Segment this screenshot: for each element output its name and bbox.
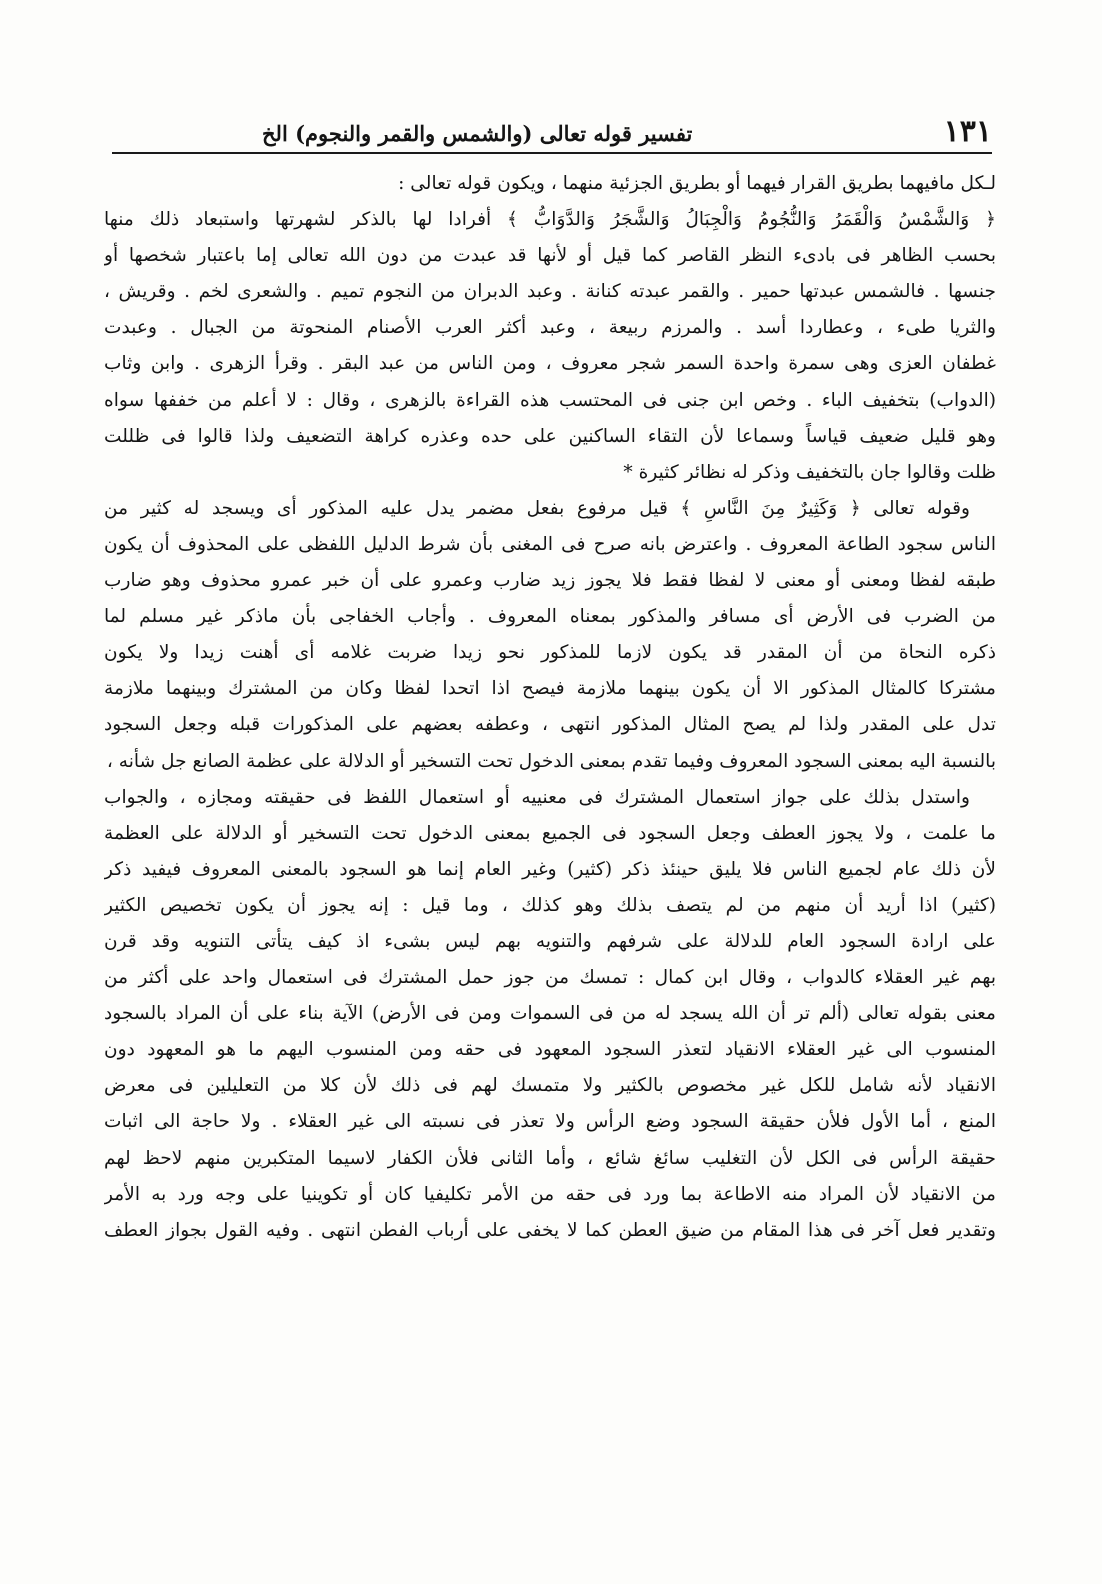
text-line: (الدواب) بتخفيف الباء . وخص ابن جنى فى المحتسب هذه القراءة بالزهرى ، وقال : لا أعلم من خففها سواه: [104, 389, 996, 411]
text-line: من الضرب فى الأرض أى مسافر والمذكور بمعناه المعروف . وأجاب الخفاجى بأن ماذكر غير مسلم لما: [104, 606, 996, 628]
text-line: الناس سجود الطاعة المعروف . واعترض بانه صرح فى المغنى بأن شرط الدليل اللفظى على المحذوف أن يكون: [104, 533, 996, 555]
text-line: ﴿ وَالشَّمْسُ وَالْقَمَرُ وَالنُّجُومُ وَالْجِبَالُ وَالشَّجَرُ وَالدَّوَابُّ ﴾ أفرادا لها بالذكر لشهرتها واستبعاد ذلك منها: [104, 209, 996, 231]
text-line: لأن ذلك عام لجميع الناس فلا يليق حينئذ ذكر (كثير) وغير العام إنما هو السجود بالمعنى المعروف فيفيد ذكر: [104, 858, 996, 880]
text-line: والثريا طىء ، وعطاردا أسد . والمرزم ربيعة ، وعبد أكثر العرب الأصنام المنحوتة من الجبال . وعبدت: [104, 317, 996, 339]
body-text: [104, 166, 996, 1466]
text-line: مشتركا كالمثال المذكور الا أن يكون بينهما ملازمة فيصح اذا اتحدا لفظا وكان من المشترك وبينهما ملازمة: [104, 678, 996, 700]
text-line: ما علمت ، ولا يجوز العطف وجعل السجود فى الجميع بمعنى الدخول تحت التسخير أو الدلالة على العظمة: [104, 822, 996, 844]
text-line: ظلت وقالوا جان بالتخفيف وذكر له نظائر كثيرة *: [623, 461, 996, 483]
text-line: بحسب الظاهر فى بادىء النظر القاصر كما قيل أو لأنها قد عبدت من دون الله تعالى إما باعتبار شخصها أو: [104, 245, 996, 267]
text-line: الانقياد لأنه شامل للكل غير مخصوص بالكثير ولا متمسك لهم فى ذلك لأن كلا من التعليلين فى معرض: [104, 1075, 996, 1097]
text-line: بالنسبة اليه بمعنى السجود المعروف وفيما تقدم بمعنى الدخول تحت التسخير أو الدلالة على عظمة الصانع جل شأنه ،: [106, 750, 996, 772]
text-line: طبقه لفظا ومعنى أو معنى لا لفظا فقط فلا يجوز زيد ضارب وعمرو على أن خبر عمرو محذوف وهو ضارب: [104, 570, 996, 592]
text-line: واستدل بذلك على جواز استعمال المشترك فى معنييه أو استعمال اللفظ فى حقيقته ومجازه ، والجواب: [104, 786, 970, 808]
text-line: (كثير) اذا أريد أن منهم من لم يتصف بذلك وهو كذلك ، وما قيل : إنه يجوز أن يكون تخصيص الكثير: [104, 894, 996, 916]
text-line: تدل على المقدر ولذا لم يصح المثال المذكور انتهى ، وعطفه بعضهم على المذكورات قبله وجعل السجود: [104, 714, 996, 736]
text-line: من الانقياد لأن المراد منه الاطاعة بما ورد فى حقه من الأمر تكليفيا كان أو تكوينيا على وجه ورد به الأمر: [104, 1183, 996, 1205]
text-line: وهو قليل ضعيف قياساً وسماعا لأن التقاء الساكنين على حده وعذره كراهة التضعيف ولذا قالوا فى ظللت: [104, 425, 996, 447]
header-rule: [112, 152, 992, 154]
text-line: جنسها . فالشمس عبدتها حمير . والقمر عبدته كنانة . وعبد الدبران من النجوم تميم . والشعرى لخم . وقريش ،: [104, 281, 996, 303]
text-line: لـكل مافيهما بطريق القرار فيهما أو بطريق الجزئية منهما ، ويكون قوله تعالى :: [398, 173, 996, 194]
running-title: تفسير قوله تعالى (والشمس والقمر والنجوم) الخ: [262, 121, 693, 146]
text-line: المنسوب الى غير العقلاء الانقياد لتعذر السجود المعهود فى حقه ومن المنسوب اليهم ما هو المعهود دون: [104, 1039, 996, 1061]
text-line: ذكره النحاة من أن المقدر قد يكون لازما للمذكور نحو زيدا ضربت غلامه أى أهنت زيدا ولا يكون: [104, 642, 996, 664]
text-line: بهم غير العقلاء كالدواب ، وقال ابن كمال : تمسك من جوز حمل المشترك فى استعمال واحد على أكثر من: [104, 967, 996, 989]
text-line: وتقدير فعل آخر فى هذا المقام من ضيق العطن كما لا يخفى على أرباب الفطن انتهى . وفيه القول بجواز العطف: [104, 1219, 996, 1241]
text-line: معنى بقوله تعالى (ألم تر أن الله يسجد له من فى السموات ومن فى الأرض) الآية بناء على أن المراد بالسجود: [104, 1003, 996, 1025]
text-line: وقوله تعالى ﴿ وَكَثِيرٌ مِنَ النَّاسِ ﴾ قيل مرفوع بفعل مضمر يدل عليه المذكور أى ويسجد له كثير من: [104, 497, 970, 519]
text-line: المنع ، أما الأول فلأن حقيقة السجود وضع الرأس ولا تعذر فى نسبته الى غير العقلاء . ولا حاجة الى اثبات: [104, 1111, 996, 1133]
text-line: حقيقة الرأس فى الكل لأن التغليب سائغ شائع ، وأما الثانى فلأن الكفار لاسيما المتكبرين منهم لاحظ لهم: [104, 1147, 996, 1169]
page-number: ١٣١: [943, 114, 992, 149]
text-line: غطفان العزى وهى سمرة واحدة السمر شجر معروف ، ومن الناس من عبد البقر . وقرأ الزهرى . وابن وثاب: [104, 353, 996, 375]
text-line: على ارادة السجود العام للدلالة على شرفهم والتنويه بهم ليس بشىء اذ كيف يتأتى التنويه وقد قرن: [104, 930, 996, 952]
